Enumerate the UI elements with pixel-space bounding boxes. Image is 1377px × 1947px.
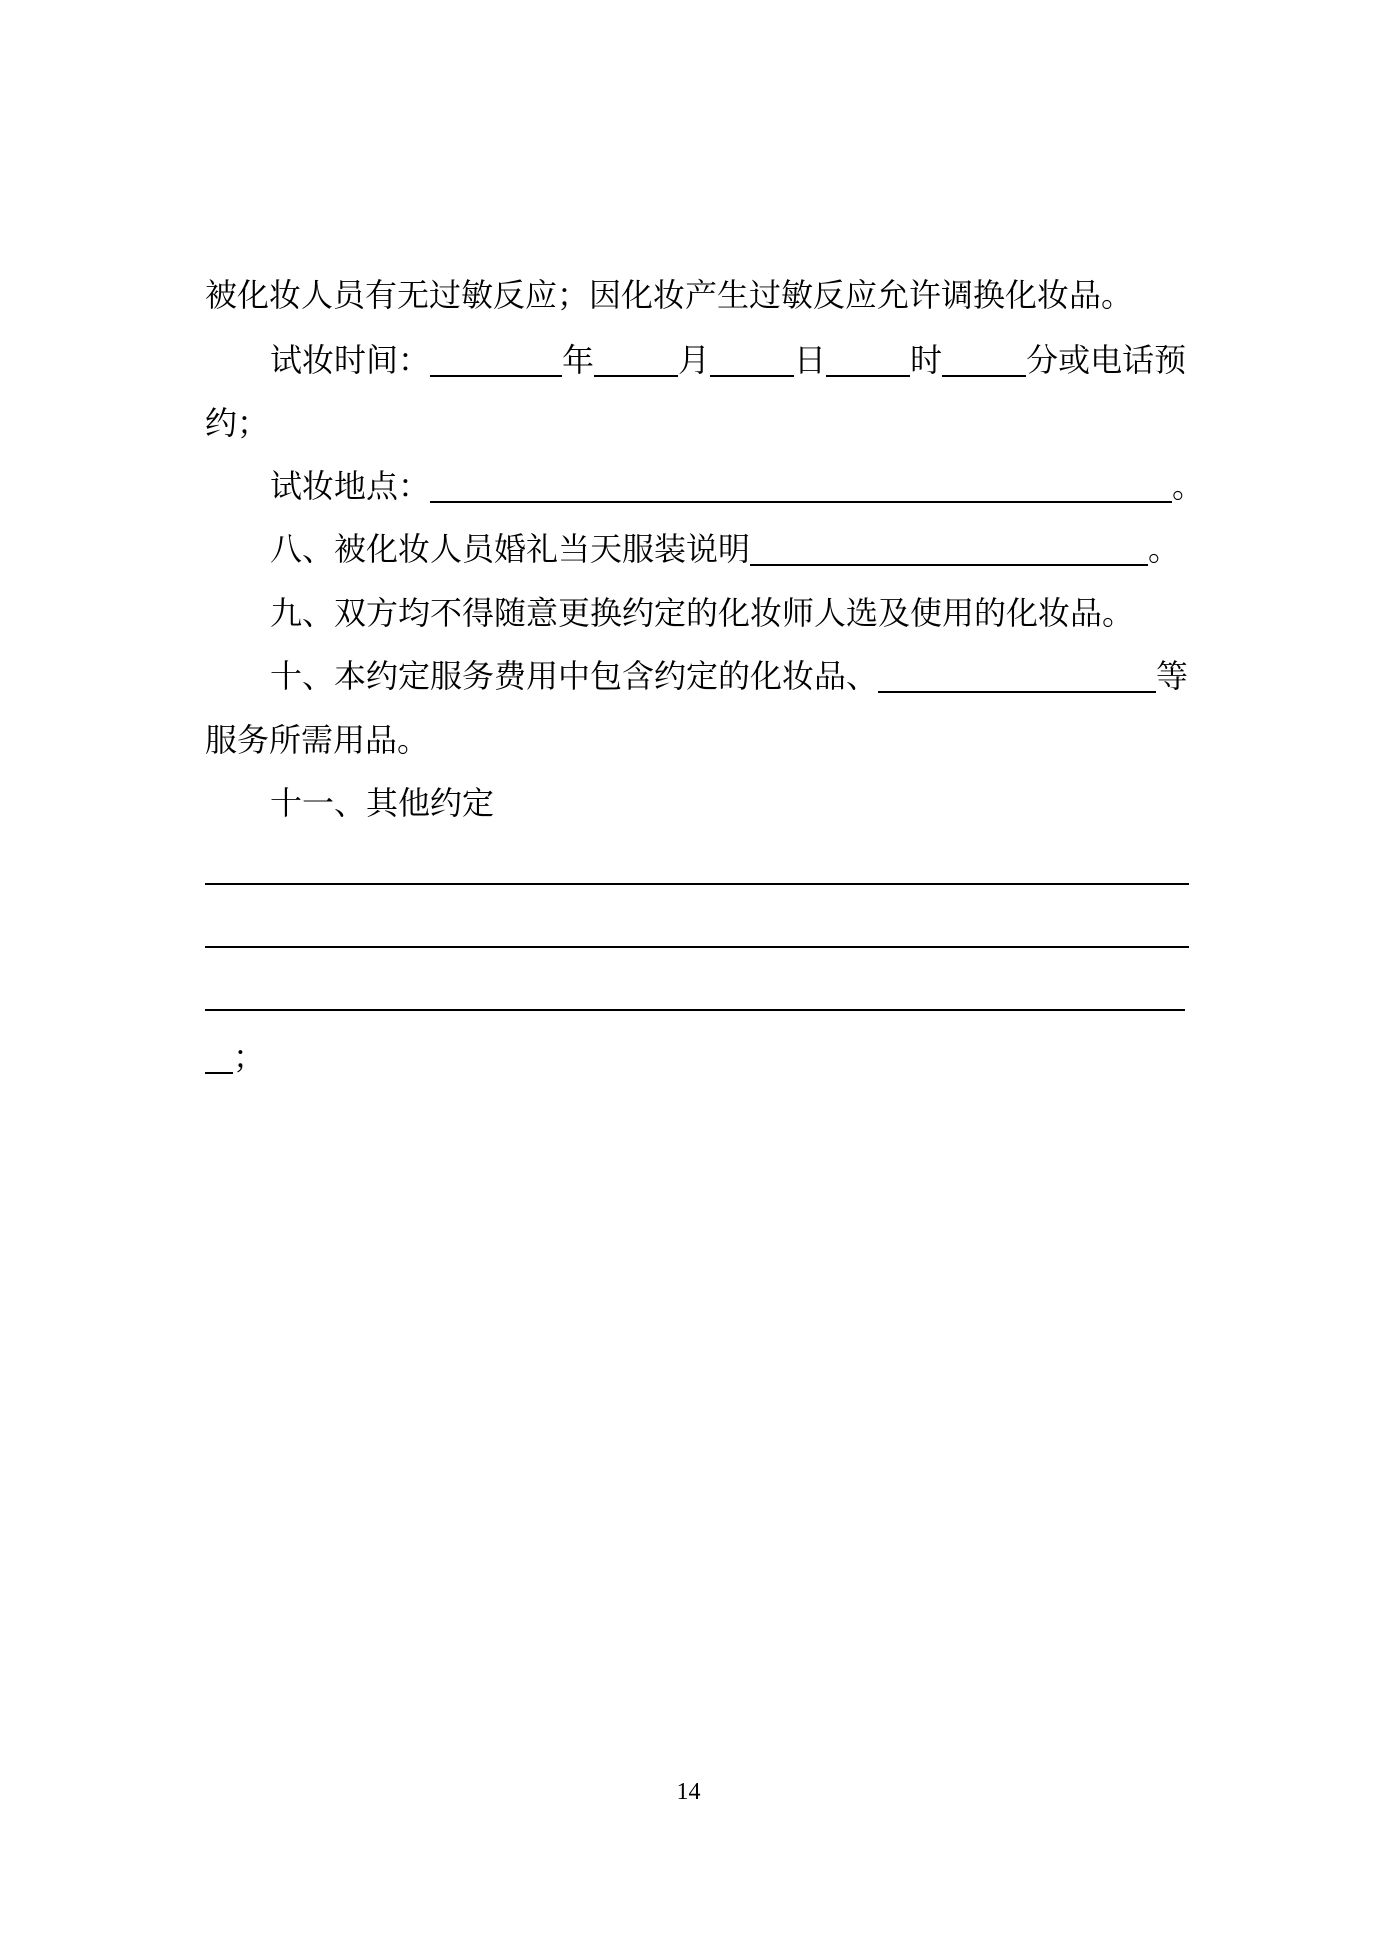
trial-year-label: 年 bbox=[562, 341, 595, 379]
trial-time-label: 试妆时间： bbox=[270, 341, 431, 379]
page-number: 14 bbox=[676, 1779, 701, 1805]
item8-line bbox=[270, 524, 1190, 574]
item11-end: ； bbox=[233, 1038, 266, 1076]
other-terms-blank-2[interactable] bbox=[205, 946, 1189, 948]
other-terms-end-line bbox=[205, 1032, 1190, 1082]
trial-hour-label: 时 bbox=[910, 341, 943, 379]
other-terms-blank-4[interactable] bbox=[205, 1036, 233, 1074]
other-terms-blank-3[interactable] bbox=[205, 1009, 1185, 1011]
trial-day-blank[interactable] bbox=[710, 339, 794, 377]
trial-month-label: 月 bbox=[678, 341, 711, 379]
item11-title-line bbox=[270, 778, 1190, 828]
item8-end: 。 bbox=[1148, 530, 1181, 568]
trial-location-blank[interactable] bbox=[430, 465, 1172, 503]
trial-location-line bbox=[270, 461, 1205, 511]
trial-hour-blank[interactable] bbox=[826, 339, 910, 377]
item10-line bbox=[270, 651, 1190, 701]
item9-line bbox=[270, 588, 1190, 638]
trial-day-label: 日 bbox=[794, 341, 827, 379]
trial-time-continuation-line bbox=[205, 398, 1190, 448]
item10-text: 十、本约定服务费用中包含约定的化妆品、 bbox=[270, 657, 879, 695]
item10-continuation: 服务所需用品。 bbox=[205, 721, 430, 759]
allergy-clause-text: 被化妆人员有无过敏反应；因化妆产生过敏反应允许调换化妆品。 bbox=[205, 276, 1134, 314]
item9-text: 九、双方均不得随意更换约定的化妆师人选及使用的化妆品。 bbox=[270, 594, 1135, 632]
item11-title: 十一、其他约定 bbox=[270, 784, 495, 822]
trial-minute-blank[interactable] bbox=[942, 339, 1026, 377]
allergy-clause-line bbox=[205, 270, 1190, 320]
trial-month-blank[interactable] bbox=[594, 339, 678, 377]
trial-location-end: 。 bbox=[1172, 467, 1205, 505]
trial-time-continuation: 约； bbox=[205, 404, 270, 442]
item10-continuation-line bbox=[205, 715, 1190, 765]
other-terms-blank-1[interactable] bbox=[205, 883, 1189, 885]
trial-location-label: 试妆地点： bbox=[270, 467, 431, 505]
trial-time-tail: 分或电话预 bbox=[1026, 341, 1187, 379]
trial-time-line bbox=[270, 335, 1190, 385]
included-items-blank[interactable] bbox=[878, 655, 1156, 693]
trial-year-blank[interactable] bbox=[430, 339, 562, 377]
wedding-attire-blank[interactable] bbox=[750, 528, 1148, 566]
item8-text: 八、被化妆人员婚礼当天服装说明 bbox=[270, 530, 751, 568]
item10-tail: 等 bbox=[1156, 657, 1189, 695]
